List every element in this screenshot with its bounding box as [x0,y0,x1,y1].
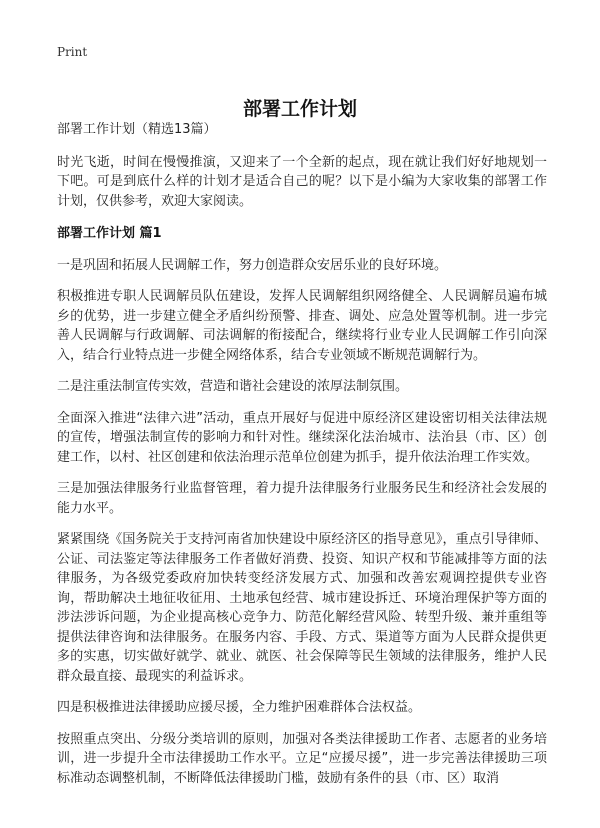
document-body [57,120,547,788]
paragraph-2: 积极推进专职人民调解员队伍建设，发挥人民调解组织网络健全、人民调解员遍布城乡的优势，进一步建立健全矛盾纠纷预警、排查、调处、应急处置等机制。进一步完善人民调解与行政调解、司法调解的衔接配合，继续将行业专业人民调解工作引向深入，结合行业特点进一步健全网络体系，结合专业领域不断规范调解行为。 [57,289,547,363]
paragraph-7: 四是积极推进法律援助应援尽援，全力维护困难群体合法权益。 [57,700,422,715]
paragraph-3: 二是注重法制宣传实效，营造和谐社会建设的浓厚法制氛围。 [57,379,409,394]
paragraph-6: 紧紧围绕《国务院关于支持河南省加快建设中原经济区的指导意见》，重点引导律师、公证、司法鉴定等法律服务工作者做好消费、投资、知识产权和节能减排等方面的法律服务，为各级党委政府加快转变经济发展方式、加强和改善宏观调控提供专业咨询，帮助解决土地征收征用、土地承包经营、城市建设拆迁、环境治理保护等方面的涉法涉诉问题，为企业提高核心竞争力、防范化解经营风险、转型升级、兼并重组等提供法律咨询和法律服务。在服务内容、手段、方式、渠道等方面为人民群众提供更多的实惠，切实做好就学、就业、就医、社会保障等民生领域的法律服务，维护人民群众最直接、最现实的利益诉求。 [57,532,547,684]
section-heading: 部署工作计划 篇1 [57,226,162,241]
paragraph-4: 全面深入推进“法律六进”活动，重点开展好与促进中原经济区建设密切相关法律法规的宣传，增强法制宣传的影响力和针对性。继续深化法治城市、法治县（市、区）创建工作，以村、社区创建和依法治理示范单位创建为抓手，提升依法治理工作实效。 [57,410,547,465]
intro-paragraph: 时光飞逝，时间在慢慢推演，又迎来了一个全新的起点，现在就让我们好好地规划一下吧。可是到底什么样的计划才是适合自己的呢？以下是小编为大家收集的部署工作计划，仅供参考，欢迎大家阅读。 [57,154,547,209]
page-title: 部署工作计划 [242,97,357,120]
paragraph-5: 三是加强法律服务行业监督管理，着力提升法律服务行业服务民生和经济社会发展的能力水平。 [57,481,547,516]
print-link[interactable]: Print [57,45,88,59]
paragraph-1: 一是巩固和拓展人民调解工作，努力创造群众安居乐业的良好环境。 [57,257,448,273]
paragraph-8: 按照重点突出、分级分类培训的原则，加强对各类法律援助工作者、志愿者的业务培训，进一步提升全市法律援助工作水平。立足“应援尽援”，进一步完善法律援助三项标准动态调整机制，不断降低法律援助门槛，鼓励有条件的县（市、区）取消 [57,731,547,786]
document-subtitle: 部署工作计划（精选13篇） [57,122,217,137]
